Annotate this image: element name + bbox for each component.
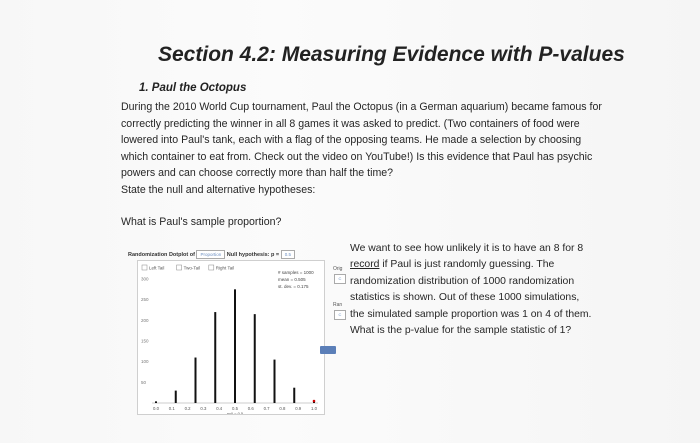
question-body	[121, 99, 602, 199]
x-tick-label: 0.7	[263, 406, 270, 411]
dot-column	[274, 360, 276, 403]
tail-checkbox	[209, 265, 214, 270]
null-hypothesis-label: Null hypothesis: p =	[226, 251, 280, 258]
dotplot-title: Randomization Dotplot of	[128, 251, 195, 258]
y-tick-label: 100	[141, 359, 149, 365]
x-tick-label: 0.2	[184, 406, 191, 411]
generate-samples-button[interactable]	[320, 346, 336, 354]
null-marker-label: null = 0.5	[226, 411, 244, 414]
x-tick-label: 0.1	[168, 406, 175, 411]
null-value-input[interactable]: 0.5	[281, 250, 295, 259]
original-sample-button[interactable]: C	[334, 274, 346, 284]
question-line: which container to eat from. Check out the video on YouTube!) Is this evidence that Paul has psychic	[121, 150, 593, 163]
dot-column	[293, 388, 295, 403]
dot-column	[214, 312, 216, 403]
dot-column	[234, 289, 236, 403]
dot-column	[175, 391, 177, 403]
tail-label: Right Tail	[215, 265, 235, 271]
dot-column	[254, 314, 256, 403]
right-line	[350, 257, 610, 273]
tail-label: Left Tail	[149, 265, 165, 271]
observed-statistic-dot	[313, 400, 316, 403]
underlined-word: record	[350, 259, 380, 271]
question-heading: 1. Paul the Octopus	[139, 82, 247, 94]
x-tick-label: 0.6	[247, 406, 254, 411]
y-tick-label: 50	[141, 379, 147, 385]
question-line: lowered into Paul's tank, each with a flag of the opposing teams. He made a selection by choosing	[121, 134, 582, 147]
y-tick-label: 300	[141, 276, 149, 282]
x-tick-label: 0.0	[153, 406, 159, 411]
summary-stat: st. dev. = 0.175	[278, 284, 309, 289]
randomization-sample-button[interactable]: C	[334, 310, 346, 320]
y-tick-label: 250	[141, 297, 149, 303]
summary-stat: mean = 0.505	[278, 277, 306, 282]
x-tick-label: 0.3	[200, 406, 207, 411]
y-tick-label: 200	[141, 317, 149, 323]
dot-column	[155, 401, 157, 403]
applet-header	[128, 250, 295, 259]
x-tick-label: 1.0	[311, 406, 317, 411]
right-line: the simulated sample proportion was 1 on 4 of them.	[350, 308, 592, 320]
right-line-rest: if Paul is just randomly guessing. The	[379, 259, 555, 271]
statistic-select[interactable]: Proportion	[196, 250, 225, 259]
right-line: What is the p-value for the sample statistic of 1?	[350, 324, 572, 336]
dot-column	[195, 358, 197, 403]
summary-stat: # samples = 1000	[278, 270, 314, 275]
right-line: randomization distribution of 1000 randomization	[350, 275, 575, 287]
tail-checkbox	[177, 265, 182, 270]
question-line: powers and can choose correctly more than half the time?	[121, 167, 394, 180]
dotplot-area	[137, 260, 325, 415]
tail-checkbox	[142, 265, 147, 270]
question-line: During the 2010 World Cup tournament, Paul the Octopus (in a German aquarium) became famous for	[121, 101, 602, 113]
right-line: We want to see how unlikely it is to have an 8 for 8	[350, 243, 584, 254]
page-title: Section 4.2: Measuring Evidence with P-values	[158, 43, 625, 66]
question-line: State the null and alternative hypotheses:	[121, 183, 316, 196]
dotplot-svg	[138, 261, 324, 414]
x-tick-label: 0.8	[279, 406, 286, 411]
tail-label: Two-Tail	[183, 265, 201, 271]
x-tick-label: 0.9	[295, 406, 302, 411]
x-tick-label: 0.5	[232, 406, 238, 411]
y-tick-label: 150	[141, 338, 149, 344]
x-tick-label: 0.4	[216, 406, 223, 411]
randomization-label: Ran	[333, 302, 343, 308]
p-value-question	[350, 241, 610, 339]
question-line: correctly predicting the winner in all 8 games it was asked to predict. (Two containers of food were	[121, 117, 580, 130]
original-label: Orig	[333, 266, 343, 272]
sample-proportion-prompt: What is Paul's sample proportion?	[121, 216, 282, 228]
right-line: statistics is shown. Out of these 1000 simulations,	[350, 292, 580, 304]
